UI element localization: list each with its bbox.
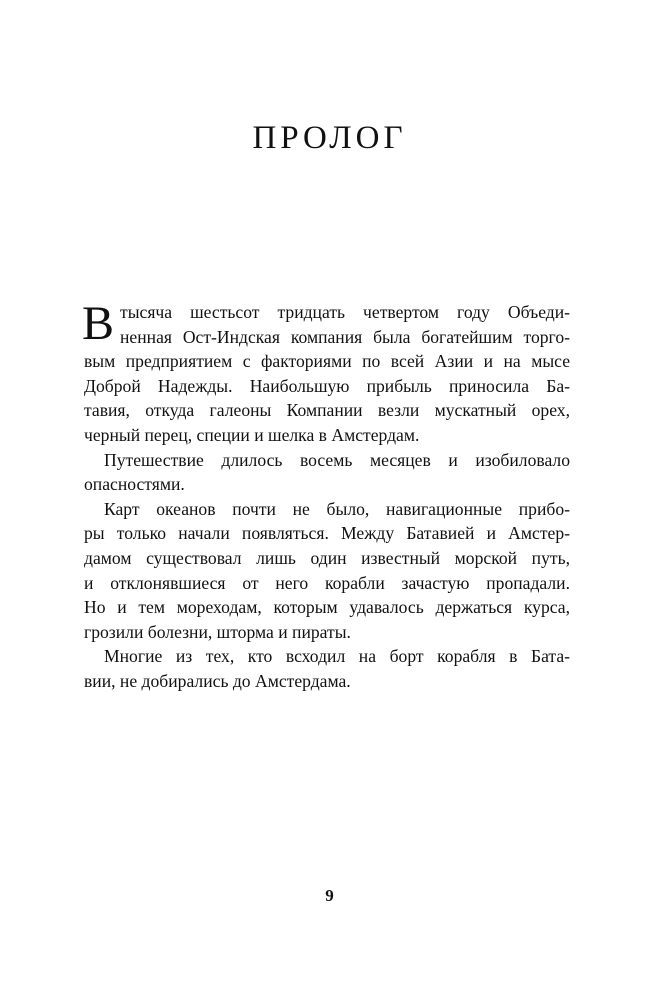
paragraph-4: [84, 644, 570, 693]
text-line: вии, не добирались до Амстердама.: [84, 670, 351, 691]
text-line: дамом существовал лишь один известный морской путь,: [84, 547, 570, 568]
drop-cap: В: [82, 297, 115, 350]
paragraph-2: [84, 448, 570, 497]
text-line: Многие из тех, кто всходил на борт корабля в Бата-: [104, 646, 570, 667]
text-line: и отклонявшиеся от него корабли зачастую пропадали.: [84, 572, 570, 593]
paragraph-3: [84, 497, 570, 645]
paragraph-1: [82, 297, 570, 448]
text-line: ненная Ост-Индская компания была богатейшим торго-: [120, 326, 570, 347]
text-line: тавия, откуда галеоны Компании везли мускатный орех,: [84, 400, 570, 421]
chapter-title: ПРОЛОГ: [252, 120, 407, 157]
text-line: Но и тем мореходам, которым удавалось держаться курса,: [84, 597, 570, 618]
text-line: Доброй Надежды. Наибольшую прибыль приносила Ба-: [84, 375, 570, 396]
text-line: грозили болезни, шторма и пираты.: [84, 621, 351, 642]
text-line: опасностями.: [84, 474, 185, 495]
text-line: Карт океанов почти не было, навигационные прибо-: [104, 498, 570, 519]
text-line: вым предприятием с факториями по всей Азии и на мысе: [84, 351, 570, 372]
text-line: тысяча шестьсот тридцать четвертом году Объеди-: [120, 302, 570, 322]
text-line: ры только начали появляться. Между Батавией и Амстер-: [84, 523, 570, 544]
text-line: Путешествие длилось восемь месяцев и изобиловало: [104, 449, 570, 470]
page-number: 9: [325, 886, 334, 905]
body-text: [82, 297, 570, 694]
text-line: черный перец, специи и шелка в Амстердам.: [84, 424, 420, 445]
